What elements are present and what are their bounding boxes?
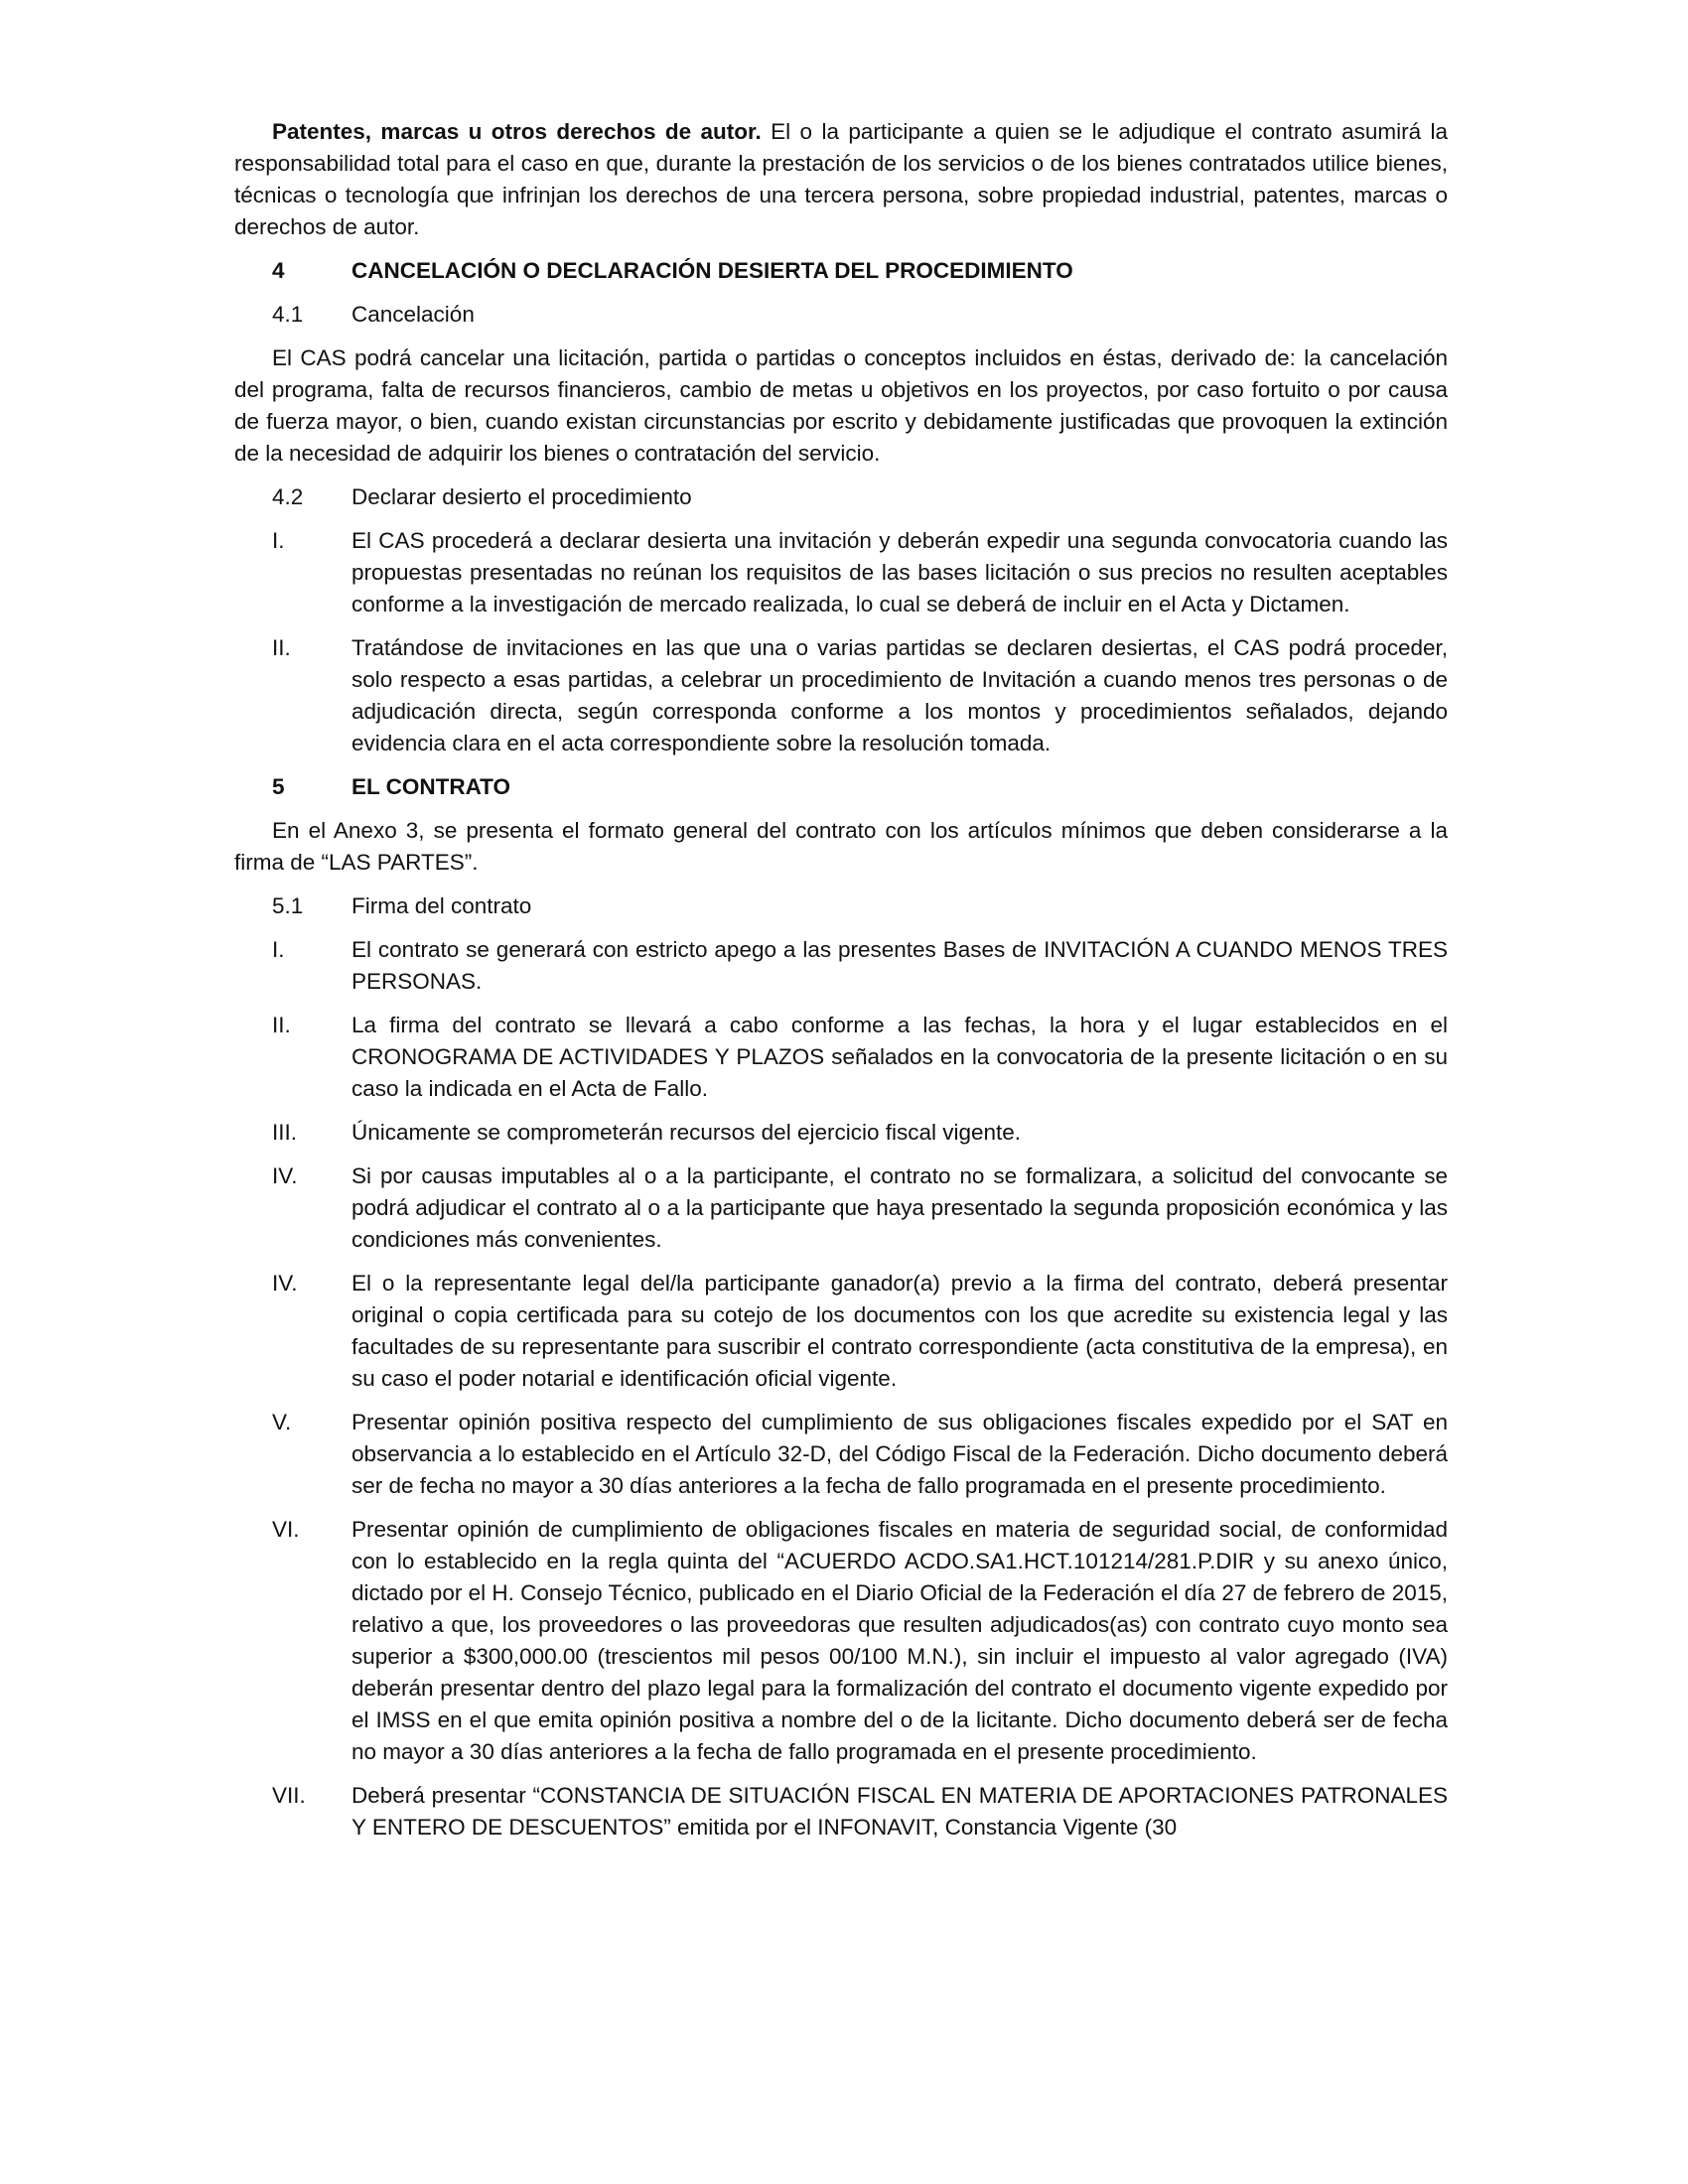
list-numeral: I. — [272, 528, 285, 553]
list-text: El contrato se generará con estricto apego a las presentes Bases de INVITACIÓN A CUANDO MENOS TRES PERSONAS. — [352, 937, 1448, 994]
list-text: Deberá presentar “CONSTANCIA DE SITUACIÓN FISCAL EN MATERIA DE APORTACIONES PATRONALES Y ENTERO DE DESCUENTOS” emitida por el INFONAVIT, Constancia Vigente (30 — [352, 1783, 1448, 1840]
section-title: EL CONTRATO — [352, 774, 511, 799]
subsection-4-1-heading — [272, 299, 1448, 331]
subsection-number: 4.1 — [272, 302, 304, 327]
subsection-number: 4.2 — [272, 484, 304, 509]
list-numeral: III. — [272, 1120, 298, 1145]
section-5-heading — [272, 771, 1448, 803]
list-numeral: IV. — [272, 1163, 298, 1188]
section-4-heading — [272, 255, 1448, 287]
section-number: 5 — [272, 774, 285, 799]
list-item — [234, 632, 1448, 759]
list-item — [234, 525, 1448, 620]
list-numeral: V. — [272, 1410, 292, 1434]
list-text: El CAS procederá a declarar desierta una invitación y deberán expedir una segunda convocatoria cuando las propuestas presentadas no reúnan los requisitos de las bases licitación o sus precios no resulten aceptables conforme a la investigación de mercado realizada, lo cual se deberá de incluir en el Acta y Dictamen. — [352, 528, 1448, 616]
patentes-text: El o la participante a quien se le adjudique el contrato asumirá la responsabilidad total para el caso en que, durante la prestación de los servicios o de los bienes contratados utilice bienes, técnicas o tecnología que infrinjan los derechos de una tercera persona, sobre propiedad industrial, patentes, marcas o derechos de autor. — [234, 119, 1448, 239]
list-text: Tratándose de invitaciones en las que una o varias partidas se declaren desiertas, el CAS podrá proceder, solo respecto a esas partidas, a celebrar un procedimiento de Invitación a cuando menos tres personas o de adjudicación directa, según corresponda conforme a los montos y procedimientos señalados, dejando evidencia clara en el acta correspondiente sobre la resolución tomada. — [352, 635, 1448, 755]
list-numeral: II. — [272, 635, 291, 660]
list-numeral: IV. — [272, 1271, 298, 1296]
patentes-title: Patentes, marcas u otros derechos de autor. — [272, 119, 762, 144]
list-item — [234, 1010, 1448, 1105]
list-item — [234, 1407, 1448, 1502]
list-item — [234, 1780, 1448, 1843]
cancelacion-paragraph: El CAS podrá cancelar una licitación, partida o partidas o conceptos incluidos en éstas, derivado de: la cancelación del programa, falta de recursos financieros, cambio de metas u objetivos en los proyectos, por caso fortuito o por causa de fuerza mayor, o bien, cuando existan circunstancias por escrito y debidamente justificadas que provoquen la extinción de la necesidad de adquirir los bienes o contratación del servicio. — [234, 345, 1448, 466]
list-text: La firma del contrato se llevará a cabo conforme a las fechas, la hora y el lugar establecidos en el CRONOGRAMA DE ACTIVIDADES Y PLAZOS señalados en la convocatoria de la presente licitación o en su caso la indicada en el Acta de Fallo. — [352, 1013, 1448, 1101]
section-number: 4 — [272, 258, 285, 283]
list-text: Si por causas imputables al o a la participante, el contrato no se formalizara, a solicitud del convocante se podrá adjudicar el contrato al o a la participante que haya presentado la segunda proposición económica y las condiciones más convenientes. — [352, 1163, 1448, 1252]
document-body — [234, 116, 1448, 1855]
contrato-intro-paragraph: En el Anexo 3, se presenta el formato general del contrato con los artículos mínimos que deben considerarse a la firma de “LAS PARTES”. — [234, 818, 1448, 875]
list-item — [234, 934, 1448, 998]
section-title: CANCELACIÓN O DECLARACIÓN DESIERTA DEL PROCEDIMIENTO — [352, 258, 1073, 283]
list-numeral: II. — [272, 1013, 291, 1037]
subsection-5-1-heading — [272, 890, 1448, 922]
list-text: El o la representante legal del/la participante ganador(a) previo a la firma del contrato, deberá presentar original o copia certificada para su cotejo de los documentos con los que acredite su existencia legal y las facultades de su representante para suscribir el contrato correspondiente (acta constitutiva de la empresa), en su caso el poder notarial e identificación oficial vigente. — [352, 1271, 1448, 1391]
subsection-number: 5.1 — [272, 893, 304, 918]
list-item — [234, 1117, 1448, 1149]
subsection-title: Firma del contrato — [352, 893, 532, 918]
subsection-4-2-heading — [272, 481, 1448, 513]
subsection-title: Declarar desierto el procedimiento — [352, 484, 692, 509]
list-numeral: I. — [272, 937, 285, 962]
list-text: Presentar opinión de cumplimiento de obligaciones fiscales en materia de seguridad social, de conformidad con lo establecido en la regla quinta del “ACUERDO ACDO.SA1.HCT.101214/281.P.DIR y su anexo único, dictado por el H. Consejo Técnico, publicado en el Diario Oficial de la Federación el día 27 de febrero de 2015, relativo a que, los proveedores o las proveedoras que resulten adjudicados(as) con contrato cuyo monto sea superior a $300,000.00 (trescientos mil pesos 00/100 M.N.), sin incluir el impuesto al valor agregado (IVA) deberán presentar dentro del plazo legal para la formalización del contrato el documento vigente expedido por el IMSS en el que emita opinión positiva a nombre del o de la licitante. Dicho documento deberá ser de fecha no mayor a 30 días anteriores a la fecha de fallo programada en el presente procedimiento. — [352, 1517, 1449, 1764]
list-numeral: VI. — [272, 1517, 300, 1542]
list-text: Presentar opinión positiva respecto del cumplimiento de sus obligaciones fiscales expedido por el SAT en observancia a lo establecido en el Artículo 32-D, del Código Fiscal de la Federación. Dicho documento deberá ser de fecha no mayor a 30 días anteriores a la fecha de fallo programada en el presente procedimiento. — [352, 1410, 1448, 1498]
list-text: Únicamente se comprometerán recursos del ejercicio fiscal vigente. — [352, 1120, 1022, 1145]
list-item — [234, 1268, 1448, 1395]
list-numeral: VII. — [272, 1783, 306, 1808]
subsection-title: Cancelación — [352, 302, 475, 327]
patentes-paragraph — [234, 116, 1448, 243]
list-item — [234, 1514, 1448, 1768]
list-item — [234, 1160, 1448, 1256]
